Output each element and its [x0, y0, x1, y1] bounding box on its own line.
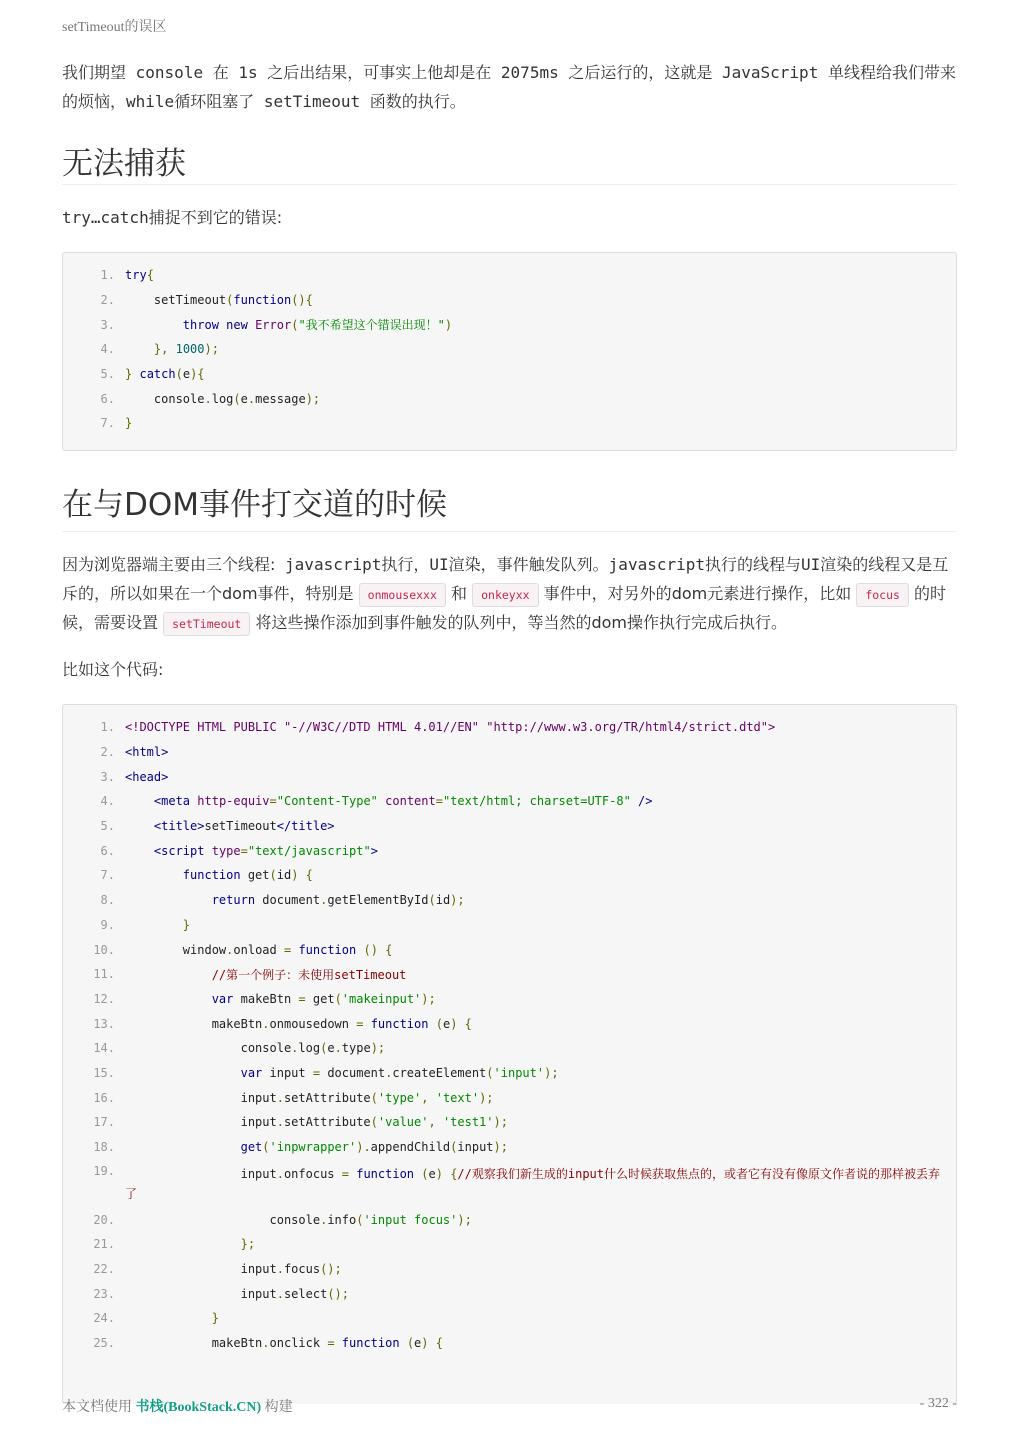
line-number: 2.	[100, 293, 115, 308]
line-number: 22.	[93, 1262, 115, 1277]
line-number: 7.	[100, 868, 115, 883]
code-word: 1s	[228, 63, 268, 82]
code-text: makeBtn.onmousedown = function (e) {	[125, 1016, 472, 1031]
line-number: 19.	[93, 1164, 115, 1179]
code-text: return document.getElementById(id);	[211, 893, 465, 908]
code-word: setTimeout	[254, 92, 370, 111]
code-line	[63, 1061, 956, 1086]
text: 元素进行操作，比如	[707, 584, 852, 603]
text: 我们期望	[62, 63, 127, 82]
line-number: 5.	[100, 367, 115, 382]
line-number: 12.	[93, 991, 115, 1006]
code-text: input.setAttribute('type', 'text');	[125, 1090, 494, 1105]
line-number: 6.	[100, 843, 115, 858]
code-text: //第一个例子：未使用setTimeout	[211, 967, 407, 982]
code-text: function get(id) {	[182, 868, 313, 883]
code-text: <script type="text/javascript">	[153, 843, 378, 858]
line-number: 24.	[93, 1311, 115, 1326]
code-line	[63, 362, 956, 387]
code-text: makeBtn.onclick = function (e) {	[125, 1336, 443, 1351]
code-line	[63, 1331, 956, 1356]
text: 渲染的线程又是互斥的，所以如果在一个	[62, 555, 949, 603]
code-line	[63, 1281, 956, 1306]
line-number: 5.	[100, 819, 115, 834]
line-number: 16.	[93, 1090, 115, 1105]
text: 单线程给我们带来的烦恼，	[62, 63, 956, 111]
text: 的时候，需要设置	[62, 584, 947, 632]
text: 因为浏览器端主要由三个线程:	[62, 555, 276, 574]
code-word: while	[126, 92, 175, 111]
text: 之后运行的，这就是	[568, 63, 713, 82]
text: 执行的线程与	[705, 555, 802, 574]
text: 函数的执行。	[369, 92, 466, 111]
code-word: UI	[801, 555, 821, 574]
code-line	[63, 1257, 956, 1282]
line-number: 17.	[93, 1115, 115, 1130]
line-number: 11.	[93, 967, 115, 982]
code-line	[63, 288, 956, 313]
code-word: dom	[671, 584, 708, 603]
text: 渲染，事件触发队列。	[448, 555, 609, 574]
code-line	[63, 764, 956, 789]
inline-code-settimeout: setTimeout	[163, 612, 250, 636]
code-word: UI	[429, 555, 449, 574]
footer-suffix: 构建	[261, 1400, 293, 1415]
code-text: var makeBtn = get('makeinput');	[211, 991, 436, 1006]
code-line	[63, 1110, 956, 1135]
bookstack-link[interactable]: 书栈(BookStack.CN)	[135, 1400, 262, 1415]
text: 事件，特别是	[257, 584, 354, 603]
code-line	[63, 1207, 956, 1232]
text: 操作执行完成后执行。	[627, 613, 788, 632]
code-word: javascript	[275, 555, 382, 574]
line-number: 2.	[100, 745, 115, 760]
inline-code-focus: focus	[856, 583, 909, 607]
text: 捕捉不到它的错误:	[148, 208, 283, 227]
code-text: <title>setTimeout</title>	[153, 819, 335, 834]
code-line	[63, 1232, 956, 1257]
code-text: input.focus();	[125, 1262, 342, 1277]
code-text: setTimeout(function(){	[125, 293, 313, 308]
code-text: input.select();	[125, 1286, 349, 1301]
code-line	[63, 1085, 956, 1110]
line-number: 10.	[93, 942, 115, 957]
code-text: <html>	[125, 745, 169, 760]
code-line	[63, 1135, 956, 1160]
line-number: 25.	[93, 1336, 115, 1351]
code-word: dom	[591, 613, 627, 632]
section1-description	[62, 203, 957, 232]
code-line	[63, 913, 956, 938]
line-number: 18.	[93, 1140, 115, 1155]
code-line	[63, 1306, 956, 1331]
code-line	[63, 1036, 956, 1061]
inline-code-onkeyxx: onkeyxx	[472, 583, 538, 607]
line-number: 13.	[93, 1016, 115, 1031]
code-line	[63, 337, 956, 362]
code-text: }, 1000);	[153, 342, 219, 357]
code-word: 2075ms	[491, 63, 569, 82]
line-number: 8.	[100, 893, 115, 908]
code-word: console	[126, 63, 213, 82]
code-line	[63, 937, 956, 962]
text: 在	[212, 63, 229, 82]
code-text: }	[125, 416, 133, 431]
footer-credit	[62, 1396, 293, 1416]
code-text: }	[211, 1311, 219, 1326]
page-footer	[62, 1396, 957, 1416]
code-line	[63, 814, 956, 839]
text: 循环阻塞了	[174, 92, 255, 111]
code-word: javascript	[608, 555, 705, 574]
line-number: 9.	[100, 917, 115, 932]
code-text: <head>	[125, 769, 169, 784]
code-text: var input = document.createElement('input');	[240, 1065, 559, 1080]
code-line	[63, 962, 956, 987]
intro-paragraph	[62, 58, 957, 116]
line-number: 1.	[100, 268, 115, 283]
line-number: 3.	[100, 769, 115, 784]
code-block-html-example	[62, 704, 957, 1404]
line-number: 3.	[100, 317, 115, 332]
line-number: 1.	[100, 720, 115, 735]
code-text: <meta http-equiv="Content-Type" content="text/html; charset=UTF-8" />	[153, 794, 653, 809]
code-line	[63, 1011, 956, 1036]
code-line	[63, 263, 956, 288]
code-line	[63, 386, 956, 411]
example-intro: 比如这个代码:	[62, 660, 164, 679]
footer-prefix: 本文档使用	[62, 1400, 136, 1415]
code-line	[63, 838, 956, 863]
line-number: 7.	[100, 416, 115, 431]
text: 执行，	[381, 555, 430, 574]
line-number: 14.	[93, 1041, 115, 1056]
code-line	[63, 411, 956, 436]
code-text: input.onfocus = function (e) {//观察我们新生成的input什么时候获取焦点的，或者它有没有像原文作者说的那样被丢弃了	[125, 1167, 940, 1202]
code-line	[63, 715, 956, 740]
code-word: try…catch	[62, 208, 149, 227]
code-text: try{	[125, 268, 154, 283]
code-text: console.info('input focus');	[125, 1212, 472, 1227]
line-number: 6.	[100, 391, 115, 406]
code-line	[63, 987, 956, 1012]
code-text: input.setAttribute('value', 'test1');	[125, 1115, 508, 1130]
section-heading-cannot-catch: 无法捕获	[62, 138, 957, 185]
code-line	[63, 1159, 956, 1207]
code-word: JavaScript	[712, 63, 828, 82]
inline-code-onmousexxx: onmousexxx	[359, 583, 446, 607]
text: 事件中，对另外的	[543, 584, 672, 603]
code-line	[63, 740, 956, 765]
text: 和	[451, 584, 468, 603]
code-text: };	[240, 1237, 256, 1252]
code-line	[63, 789, 956, 814]
line-number: 21.	[93, 1237, 115, 1252]
code-text: get('inpwrapper').appendChild(input);	[240, 1140, 508, 1155]
document-content	[62, 58, 957, 1404]
line-number: 15.	[93, 1065, 115, 1080]
text: 将这些操作添加到事件触发的队列中，等当然的	[255, 613, 592, 632]
code-line	[63, 888, 956, 913]
line-number: 4.	[100, 794, 115, 809]
code-text: console.log(e.type);	[125, 1041, 386, 1056]
code-line	[63, 312, 956, 337]
text: 之后出结果，可事实上他却是在	[267, 63, 492, 82]
code-text: throw new Error("我不希望这个错误出现！")	[182, 318, 453, 333]
page-number: - 322 -	[919, 1396, 957, 1411]
running-title: setTimeout的误区	[62, 20, 167, 35]
code-text: window.onload = function () {	[125, 942, 393, 957]
line-number: 4.	[100, 342, 115, 357]
code-line	[63, 863, 956, 888]
code-block-try-catch	[62, 252, 957, 451]
code-text: <!DOCTYPE HTML PUBLIC "-//W3C//DTD HTML 4.01//EN" "http://www.w3.org/TR/html4/strict.dtd">	[125, 720, 776, 735]
code-word: dom	[222, 584, 258, 603]
line-number: 20.	[93, 1212, 115, 1227]
section2-paragraph	[62, 550, 957, 637]
code-text: console.log(e.message);	[125, 391, 321, 406]
code-text: } catch(e){	[125, 367, 205, 382]
line-number: 23.	[93, 1286, 115, 1301]
section-heading-dom-events: 在与DOM事件打交道的时候	[62, 479, 957, 532]
code-text: }	[182, 917, 191, 932]
